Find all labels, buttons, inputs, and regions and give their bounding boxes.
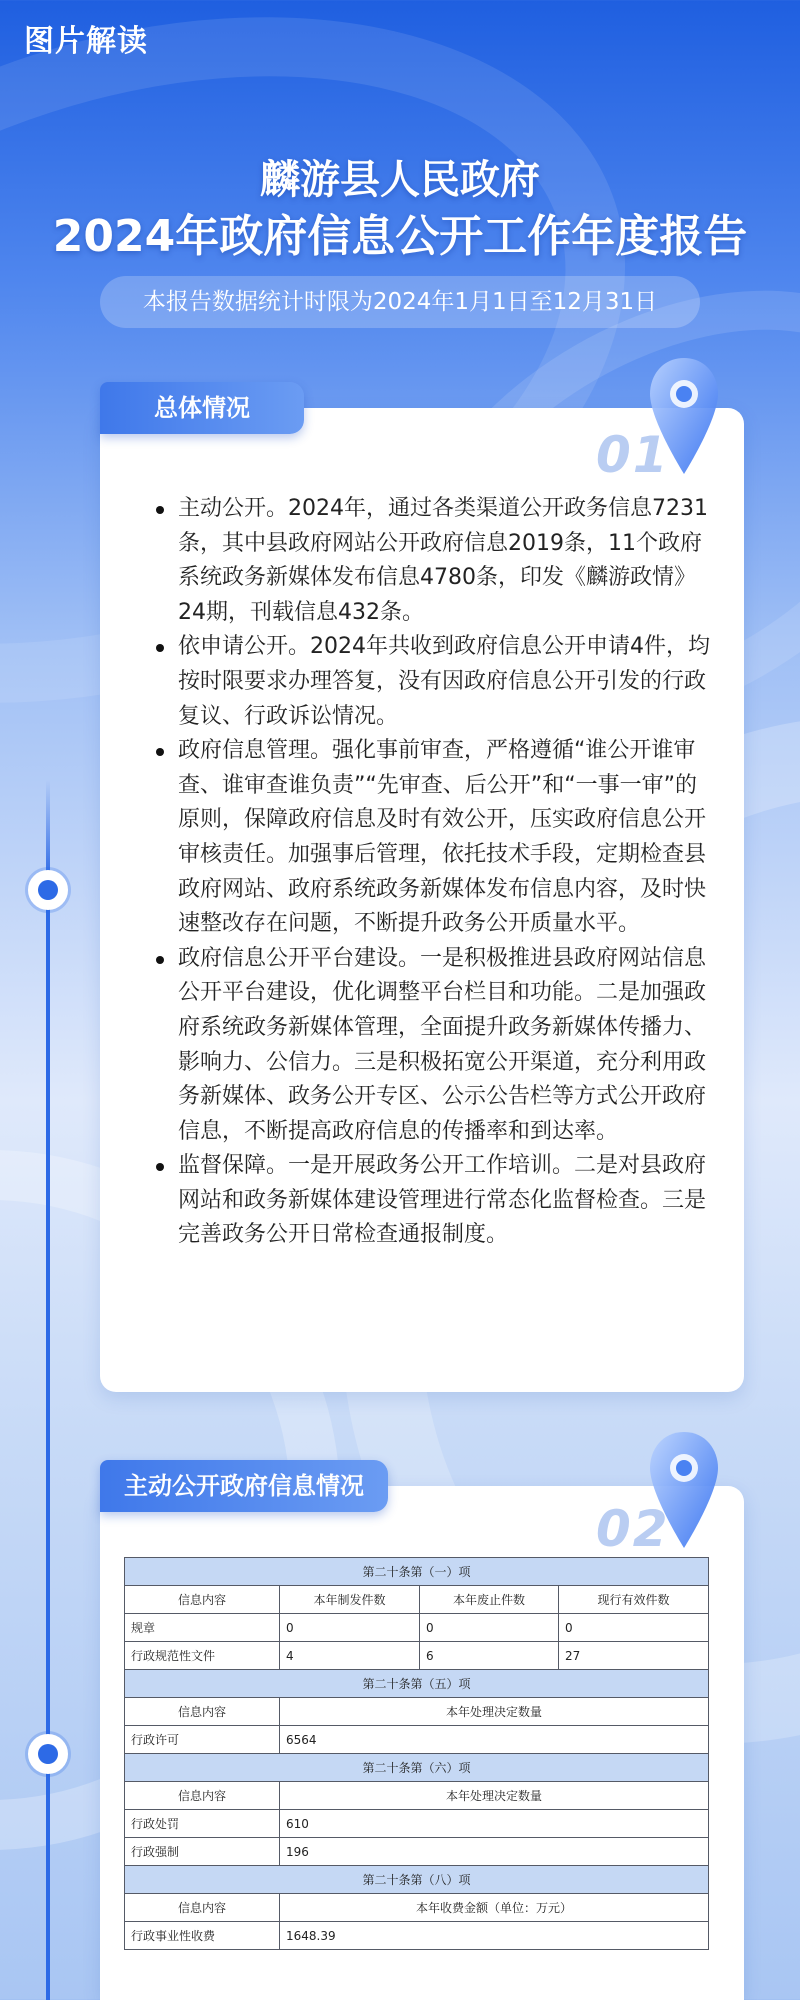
table-header-cell: 本年处理决定数量	[280, 1698, 709, 1726]
disclosure-table	[124, 1557, 709, 1950]
section-number: 02	[596, 1500, 670, 1558]
table-header-cell: 本年收费金额（单位：万元）	[280, 1894, 709, 1922]
table-row	[125, 1726, 709, 1754]
table-section-header: 第二十条第（六）项	[125, 1754, 709, 1782]
table-cell: 行政规范性文件	[125, 1642, 280, 1670]
table-cell: 610	[280, 1810, 709, 1838]
bullet-item: 主动公开。2024年，通过各类渠道公开政务信息7231条，其中县政府网站公开政府信息2019条，11个政府系统政务新媒体发布信息4780条，印发《麟游政情》24期，刊载信息432条。	[150, 492, 716, 630]
timeline-dot	[28, 1734, 68, 1774]
table-header-cell: 信息内容	[125, 1698, 280, 1726]
table-row	[125, 1810, 709, 1838]
overview-bullet-list	[150, 492, 716, 1253]
timeline-dot	[28, 870, 68, 910]
table-header-cell: 本年处理决定数量	[280, 1782, 709, 1810]
table-cell: 0	[280, 1614, 420, 1642]
section-tag-overview: 总体情况	[100, 382, 304, 434]
table-cell: 0	[420, 1614, 559, 1642]
location-pin-icon	[644, 1428, 724, 1558]
image-interpretation-label: 图片解读	[24, 24, 148, 59]
table-cell: 27	[559, 1642, 709, 1670]
table-section-header: 第二十条第（一）项	[125, 1558, 709, 1586]
section-tag-disclosure: 主动公开政府信息情况	[100, 1460, 388, 1512]
table-row	[125, 1642, 709, 1670]
table-cell: 行政强制	[125, 1838, 280, 1866]
table-header-cell: 信息内容	[125, 1586, 280, 1614]
report-period: 本报告数据统计时限为2024年1月1日至12月31日	[100, 276, 700, 328]
table-cell: 行政处罚	[125, 1810, 280, 1838]
table-row	[125, 1838, 709, 1866]
page-title-line2: 2024年政府信息公开工作年度报告	[52, 211, 748, 262]
table-cell: 0	[559, 1614, 709, 1642]
table-header-cell: 信息内容	[125, 1782, 280, 1810]
table-header-cell: 本年制发件数	[280, 1586, 420, 1614]
table-header-cell: 现行有效件数	[559, 1586, 709, 1614]
table-cell: 4	[280, 1642, 420, 1670]
table-row	[125, 1922, 709, 1950]
table-cell: 6	[420, 1642, 559, 1670]
bullet-item: 政府信息公开平台建设。一是积极推进县政府网站信息公开平台建设，优化调整平台栏目和功能。二是加强政府系统政务新媒体管理，全面提升政务新媒体传播力、影响力、公信力。三是积极拓宽公开渠道，充分利用政务新媒体、政务公开专区、公示公告栏等方式公开政府信息，不断提高政府信息的传播率和到达率。	[150, 942, 716, 1150]
bullet-item: 监督保障。一是开展政务公开工作培训。二是对县政府网站和政务新媒体建设管理进行常态化监督检查。三是完善政务公开日常检查通报制度。	[150, 1149, 716, 1253]
table-section-header: 第二十条第（五）项	[125, 1670, 709, 1698]
table-cell: 196	[280, 1838, 709, 1866]
bullet-item: 政府信息管理。强化事前审查，严格遵循“谁公开谁审查、谁审查谁负责”“先审查、后公开”和“一事一审”的原则，保障政府信息及时有效公开，压实政府信息公开审核责任。加强事后管理，依托技术手段，定期检查县政府网站、政府系统政务新媒体发布信息内容，及时快速整改存在问题，不断提升政务公开质量水平。	[150, 734, 716, 942]
table-header-cell: 信息内容	[125, 1894, 280, 1922]
table-row	[125, 1614, 709, 1642]
timeline-line	[46, 780, 50, 2000]
table-cell: 规章	[125, 1614, 280, 1642]
section-number: 01	[596, 426, 670, 484]
table-cell: 6564	[280, 1726, 709, 1754]
table-cell: 行政事业性收费	[125, 1922, 280, 1950]
table-section-header: 第二十条第（八）项	[125, 1866, 709, 1894]
page-title-line1: 麟游县人民政府	[260, 157, 540, 203]
bullet-item: 依申请公开。2024年共收到政府信息公开申请4件，均按时限要求办理答复，没有因政府信息公开引发的行政复议、行政诉讼情况。	[150, 630, 716, 734]
location-pin-icon	[644, 354, 724, 484]
table-cell: 行政许可	[125, 1726, 280, 1754]
table-cell: 1648.39	[280, 1922, 709, 1950]
table-header-cell: 本年废止件数	[420, 1586, 559, 1614]
